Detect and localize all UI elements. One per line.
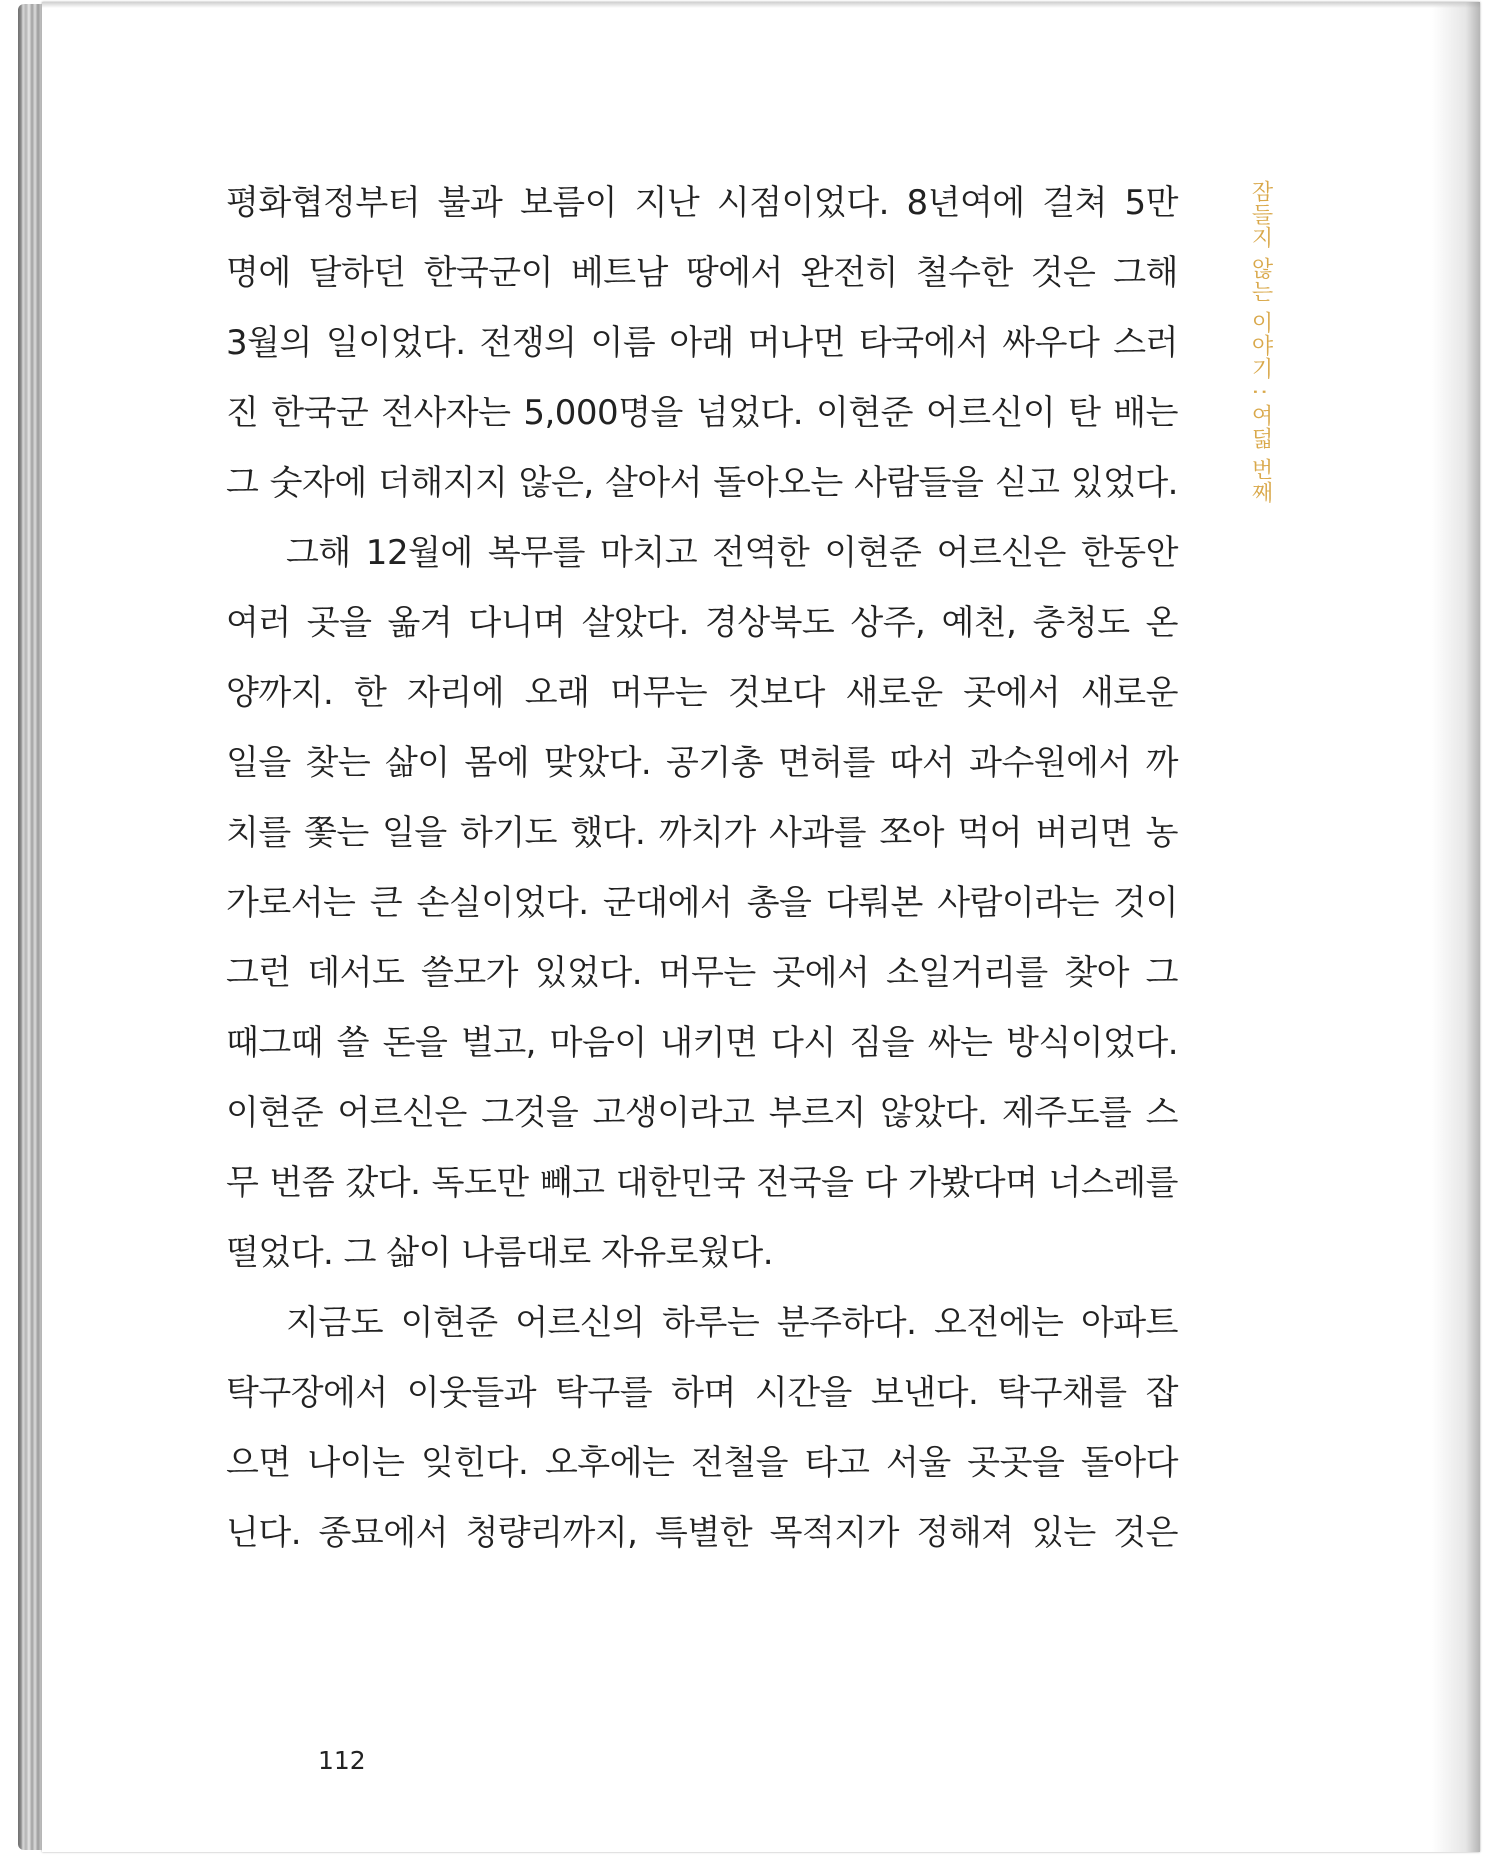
- text-line: 지금도 이현준 어르신의 하루는 분주하다. 오전에는 아파트: [286, 1303, 1178, 1343]
- text-line: 명에 달하던 한국군이 베트남 땅에서 완전히 철수한 것은 그해: [226, 253, 1178, 293]
- text-line: 양까지. 한 자리에 오래 머무는 것보다 새로운 곳에서 새로운: [226, 673, 1178, 713]
- page-number: 112: [318, 1746, 366, 1775]
- text-line: 치를 쫓는 일을 하기도 했다. 까치가 사과를 쪼아 먹어 버리면 농: [226, 813, 1178, 853]
- text-line: 무 번쯤 갔다. 독도만 빼고 대한민국 전국을 다 가봤다며 너스레를: [226, 1163, 1178, 1203]
- text-line: 일을 찾는 삶이 몸에 맞았다. 공기총 면허를 따서 과수원에서 까: [226, 743, 1178, 783]
- text-line: 진 한국군 전사자는 5,000명을 넘었다. 이현준 어르신이 탄 배는: [226, 393, 1178, 433]
- spine-shadow: [1432, 2, 1480, 1852]
- text-line: 평화협정부터 불과 보름이 지난 시점이었다. 8년여에 걸쳐 5만: [226, 183, 1178, 223]
- page-edges: [18, 4, 44, 1850]
- text-line: 이현준 어르신은 그것을 고생이라고 부르지 않았다. 제주도를 스: [226, 1093, 1178, 1133]
- top-shadow: [42, 2, 1480, 8]
- text-line: 그해 12월에 복무를 마치고 전역한 이현준 어르신은 한동안: [286, 533, 1178, 573]
- text-line: 여러 곳을 옮겨 다니며 살았다. 경상북도 상주, 예천, 충청도 온: [226, 603, 1178, 643]
- body-text: [226, 168, 1178, 1568]
- text-line: 닌다. 종묘에서 청량리까지, 특별한 목적지가 정해져 있는 것은: [226, 1513, 1178, 1553]
- text-line: 떨었다. 그 삶이 나름대로 자유로웠다.: [226, 1233, 774, 1273]
- text-line: 그런 데서도 쓸모가 있었다. 머무는 곳에서 소일거리를 찾아 그: [226, 953, 1178, 993]
- text-line: 탁구장에서 이웃들과 탁구를 하며 시간을 보낸다. 탁구채를 잡: [226, 1373, 1178, 1413]
- text-line: 그 숫자에 더해지지 않은, 살아서 돌아오는 사람들을 싣고 있었다.: [226, 463, 1178, 503]
- text-line: 으면 나이는 잊힌다. 오후에는 전철을 타고 서울 곳곳을 돌아다: [226, 1443, 1178, 1483]
- text-line: 때그때 쓸 돈을 벌고, 마음이 내키면 다시 짐을 싸는 방식이었다.: [226, 1023, 1178, 1063]
- running-head: 잠들지 않는 이야기 : 여덟 번째: [1248, 180, 1273, 505]
- text-line: 3월의 일이었다. 전쟁의 이름 아래 머나먼 타국에서 싸우다 스러: [226, 323, 1178, 363]
- text-line: 가로서는 큰 손실이었다. 군대에서 총을 다뤄본 사람이라는 것이: [226, 883, 1178, 923]
